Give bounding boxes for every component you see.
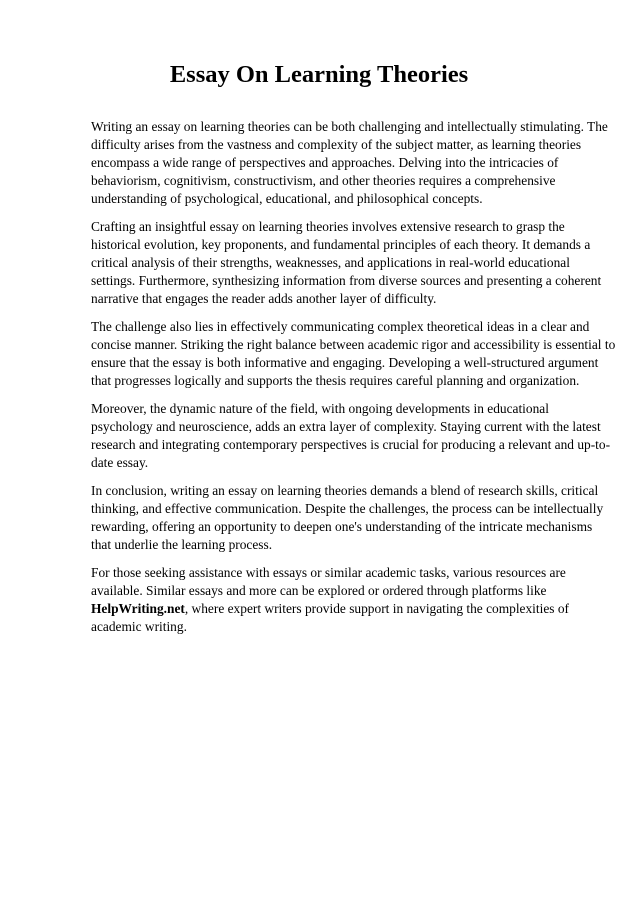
text-line: behaviorism, cognitivism, constructivism, and other theories requires a comprehensive (91, 173, 556, 188)
paragraph-1 (91, 118, 608, 208)
text-line: that progresses logically and supports the thesis requires careful planning and organization. (91, 373, 580, 388)
text-line: research and integrating contemporary perspectives is crucial for producing a relevant and up-to- (91, 437, 611, 452)
essay-body (91, 118, 616, 646)
text-line: understanding of psychological, educational, and philosophical concepts. (91, 191, 483, 206)
text-line: psychology and neuroscience, adds an extra layer of complexity. Staying current with the latest (91, 419, 601, 434)
text-line: Writing an essay on learning theories can be both challenging and intellectually stimulating. The (91, 119, 608, 134)
text-line: rewarding, offering an opportunity to deepen one's understanding of the intricate mechanisms (91, 519, 593, 534)
text-line: thinking, and effective communication. Despite the challenges, the process can be intellectually (91, 501, 604, 516)
text-line: available. Similar essays and more can be explored or ordered through platforms like (91, 583, 547, 598)
text-fragment: , where expert writers provide support in navigating the complexities of (184, 601, 569, 616)
paragraph-5 (91, 482, 604, 554)
paragraph-4 (91, 400, 611, 472)
text-line: settings. Furthermore, synthesizing information from diverse sources and presenting a coherent (91, 273, 602, 288)
text-line: The challenge also lies in effectively communicating complex theoretical ideas in a clear and (91, 319, 590, 334)
text-line: that underlie the learning process. (91, 537, 273, 552)
text-line: ensure that the essay is both informative and engaging. Developing a well-structured argument (91, 355, 599, 370)
text-line: difficulty arises from the vastness and complexity of the subject matter, as learning theories (91, 137, 582, 152)
closing-paragraph (91, 564, 601, 636)
text-line-with-brand (91, 600, 601, 618)
text-line: For those seeking assistance with essays or similar academic tasks, various resources are (91, 565, 566, 580)
text-line: academic writing. (91, 619, 187, 634)
text-line: date essay. (91, 455, 149, 470)
text-line: historical evolution, key proponents, and fundamental principles of each theory. It demands a (91, 237, 591, 252)
text-line: narrative that engages the reader adds another layer of difficulty. (91, 291, 437, 306)
text-line: concise manner. Striking the right balance between academic rigor and accessibility is essential to (91, 337, 616, 352)
text-line: critical analysis of their strengths, weaknesses, and applications in real-world educational (91, 255, 570, 270)
paragraph-2 (91, 218, 601, 308)
text-line: In conclusion, writing an essay on learning theories demands a blend of research skills, critical (91, 483, 599, 498)
page-title: Essay On Learning Theories (169, 61, 469, 88)
text-line: encompass a wide range of perspectives and approaches. Delving into the intricacies of (91, 155, 559, 170)
text-line: Moreover, the dynamic nature of the field, with ongoing developments in educational (91, 401, 549, 416)
helpwriting-brand-link[interactable]: HelpWriting.net (91, 601, 185, 616)
paragraph-3 (91, 318, 616, 390)
text-line: Crafting an insightful essay on learning theories involves extensive research to grasp the (91, 219, 565, 234)
